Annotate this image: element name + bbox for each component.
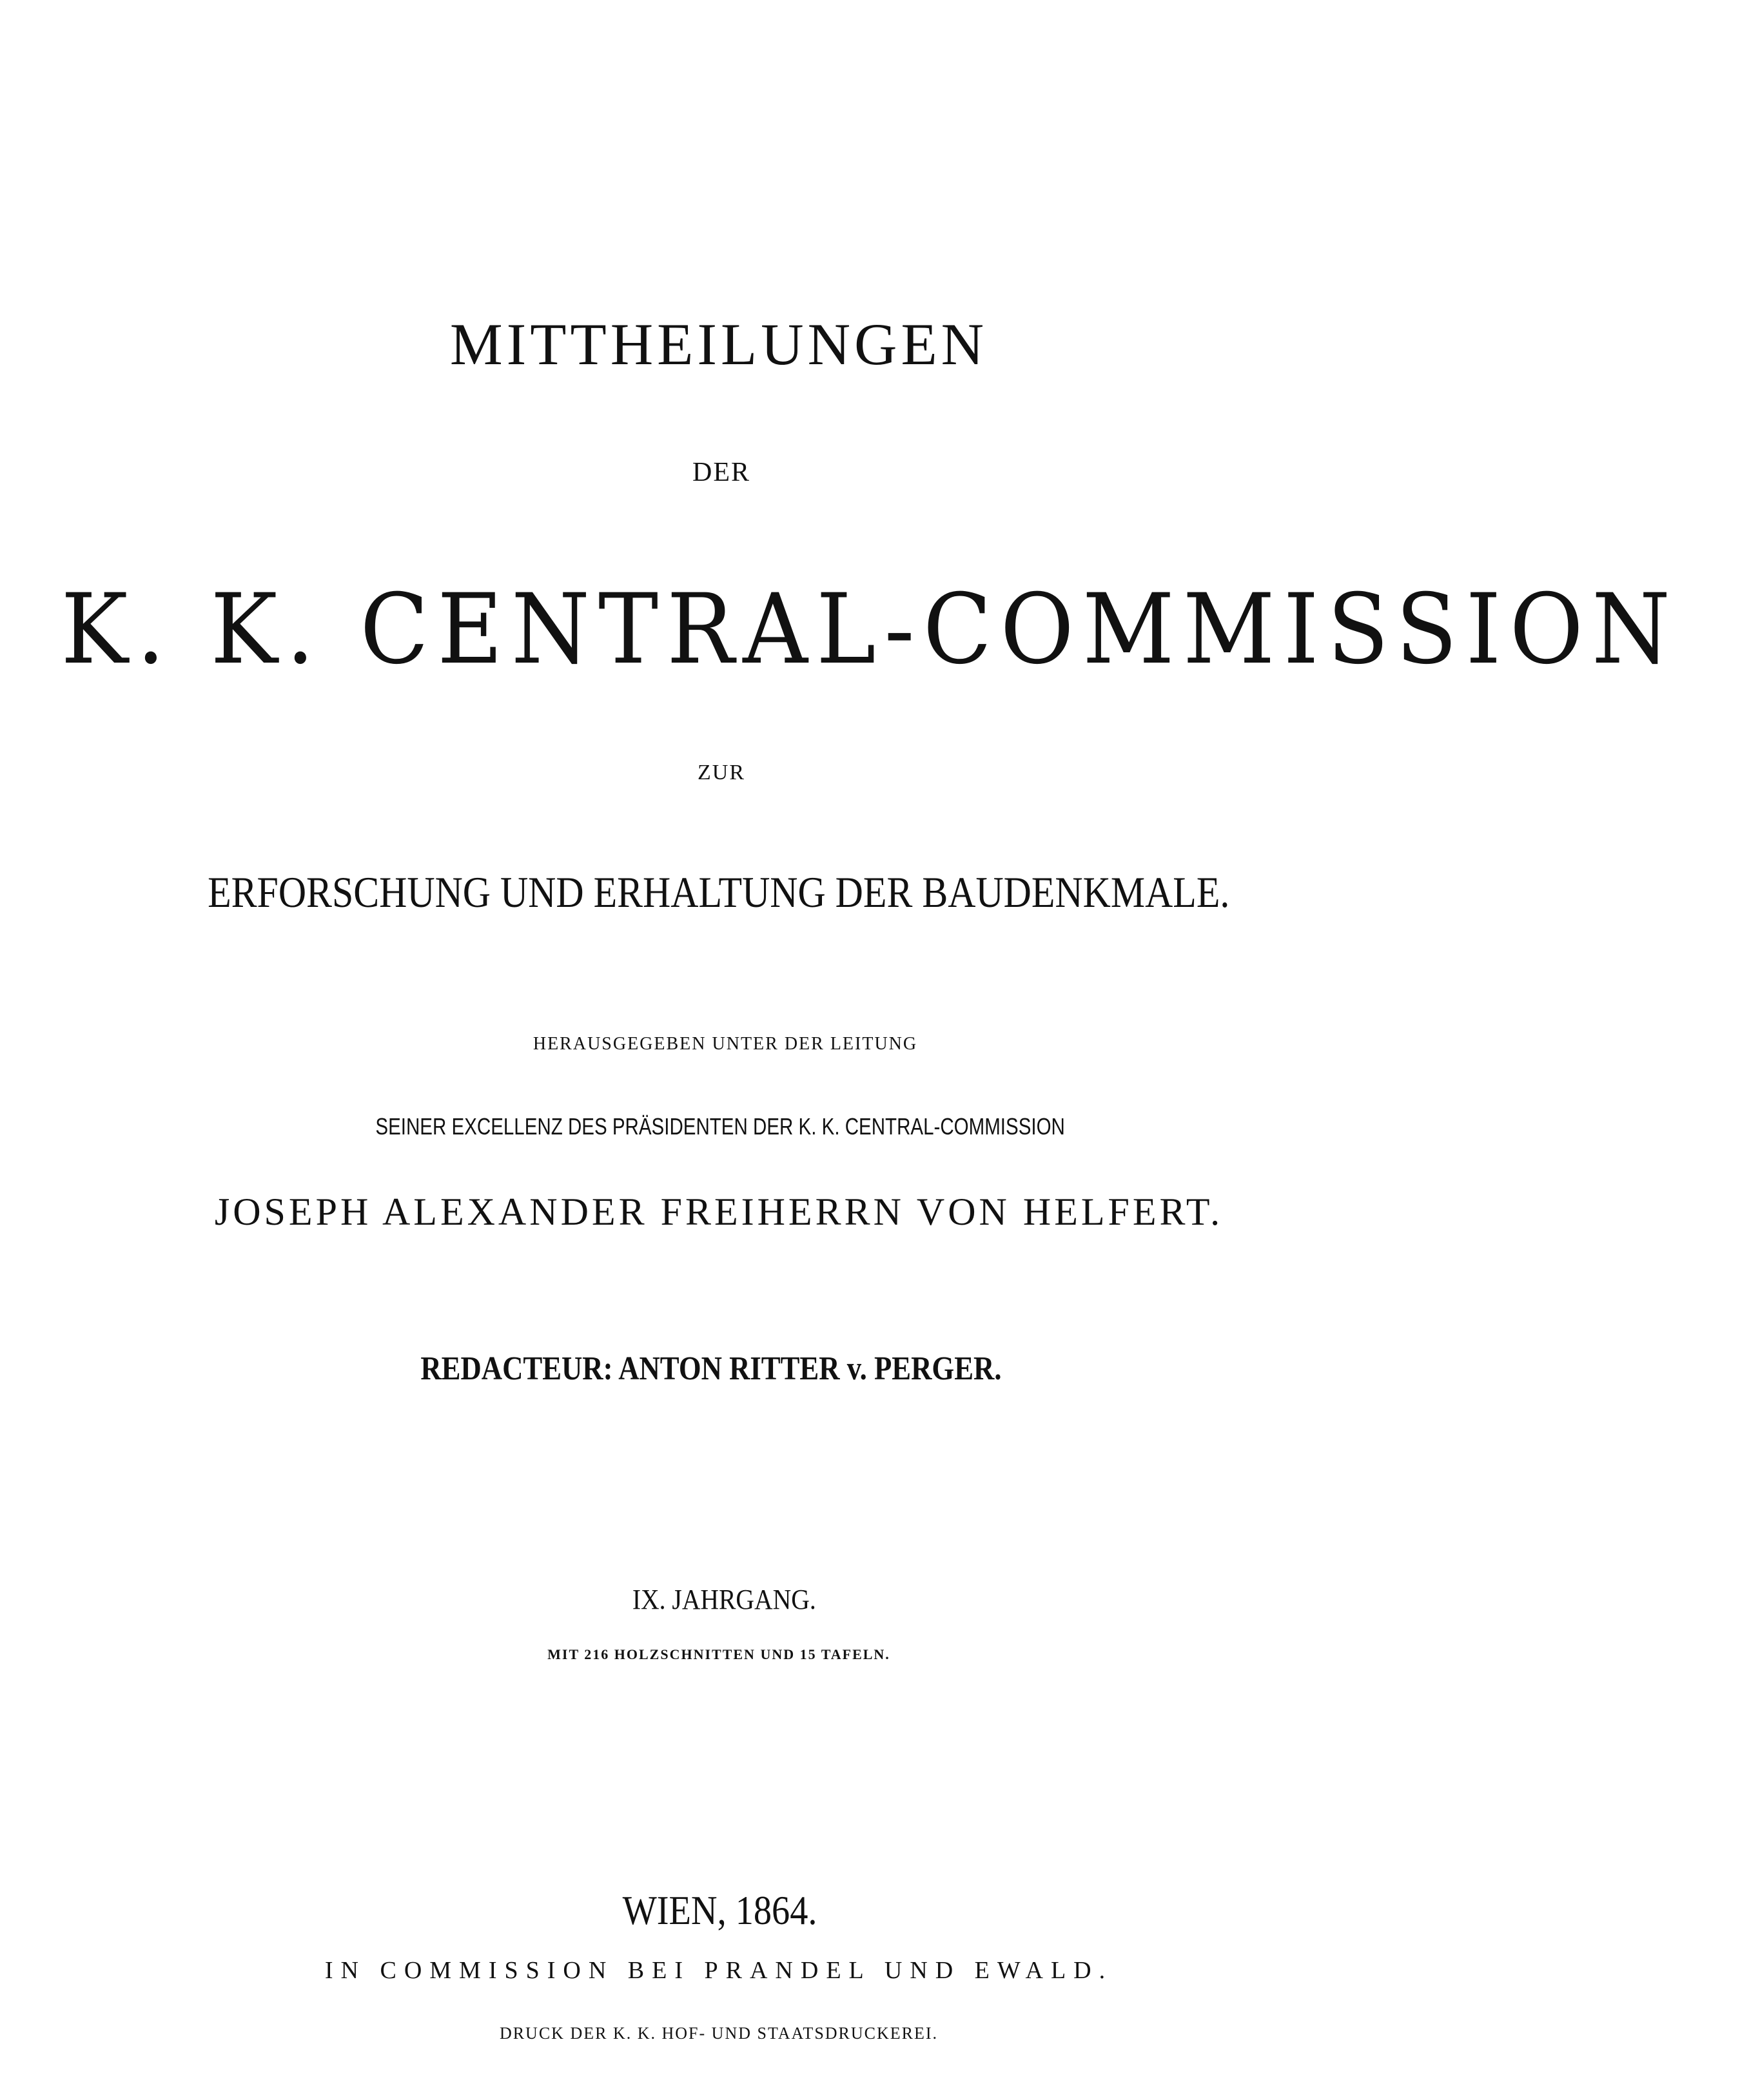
president-title xyxy=(14,1115,1426,1138)
commission-title xyxy=(0,574,1679,686)
illustrations-line xyxy=(13,1648,1425,1662)
publisher-text: IN COMMISSION BEI PRANDEL UND EWALD. xyxy=(324,1957,1113,1984)
president-name xyxy=(13,1192,1425,1231)
subject-text: ERFORSCHUNG UND ERHALTUNG DER BAUDENKMALE. xyxy=(208,868,1230,917)
zur-line xyxy=(15,762,1427,784)
series-title xyxy=(13,311,1425,377)
place-year-text: WIEN, 1864. xyxy=(623,1887,817,1933)
der-text: DER xyxy=(692,458,750,487)
publisher-line xyxy=(13,1958,1425,1983)
zur-text: ZUR xyxy=(698,761,745,784)
illustrations-text: MIT 216 HOLZSCHNITTEN UND 15 TAFELN. xyxy=(547,1646,890,1662)
printer-line xyxy=(13,2025,1425,2042)
redacteur-line xyxy=(5,1352,1417,1386)
series-title-text: MITTHEILUNGEN xyxy=(449,311,988,377)
redacteur-text: REDACTEUR: ANTON RITTER v. PERGER. xyxy=(420,1350,1002,1387)
printer-text: DRUCK DER K. K. HOF- UND STAATSDRUCKEREI. xyxy=(499,2024,939,2043)
der-line xyxy=(15,459,1427,486)
subject-line xyxy=(13,868,1425,917)
president-name-text: JOSEPH ALEXANDER FREIHERRN VON HELFERT. xyxy=(214,1191,1224,1233)
president-title-text: SEINER EXCELLENZ DES PRÄSIDENTEN DER K. K. CENTRAL-COMMISSION xyxy=(375,1113,1065,1140)
editor-intro xyxy=(19,1035,1431,1053)
editor-intro-text: HERAUSGEGEBEN UNTER DER LEITUNG xyxy=(533,1034,918,1054)
place-year xyxy=(14,1887,1426,1933)
volume-line xyxy=(18,1586,1430,1614)
commission-title-text: K. K. CENTRAL-COMMISSION xyxy=(61,574,1679,686)
volume-text: IX. JAHRGANG. xyxy=(632,1584,816,1615)
